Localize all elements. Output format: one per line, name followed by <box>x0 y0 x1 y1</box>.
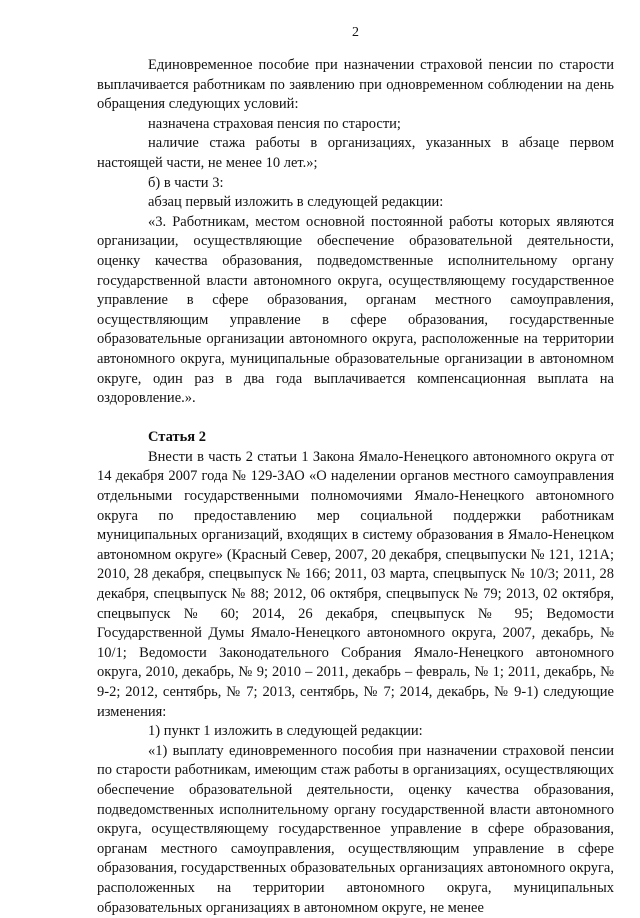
paragraph-benefit-conditions: Единовременное пособие при назначении страховой пенсии по старости выплачивается работникам по заявлению при одновременном соблюдении на день обращения следующих условий: <box>97 57 614 113</box>
article-2-heading: Статья 2 <box>148 429 206 446</box>
paragraph-part-3: б) в части 3: <box>148 174 224 191</box>
paragraph-compensation: «3. Работникам, местом основной постоянной работы которых являются организации, осуществляющие обеспечение образовательной деятельности, оценку качества образования, подведомственные исполнительному органу государственной власти автономного округа, осуществляющему государственное управление в сфере образования, органам местного самоуправления, осуществляющим управление в сфере образования, государственные образовательные организации автономного округа, расположенные на территории автономного округа, муниципальные образовательные организации в автономном округе, один раз в два года выплачивается компенсационная выплата на оздоровление.». <box>97 213 614 407</box>
paragraph-point-1-text: «1) выплату единовременного пособия при назначении страховой пенсии по старости работникам, имеющим стаж работы в организациях, осуществляющих обеспечение образовательной деятельности, оценку качества образования, подведомственных исполнительному органу государственной власти автономного округа, осуществляющему государственное управление в сфере образования, органам местного самоуправления, осуществляющим управление в сфере образования, государственных образовательных организациях автономного округа, расположенных на территории автономного округа, муниципальных образовательных организациях в автономном округе, не менее <box>97 742 614 916</box>
paragraph-amend-law: Внести в часть 2 статьи 1 Закона Ямало-Ненецкого автономного округа от 14 декабря 2007 года № 129-ЗАО «О наделении органов местного самоуправления отдельными государственными полномочиями Ямало-Ненецкого автономного округа по предоставлению мер социальной поддержки работникам муниципальных организаций, входящих в систему образования в Ямало-Ненецком автономном округе» (Красный Север, 2007, 20 декабря, спецвыпуски № 121, 121А; 2010, 28 декабря, спецвыпуск № 166; 2011, 03 марта, спецвыпуск № 10/3; 2011, 28 декабря, спецвыпуск № 88; 2012, 06 октября, спецвыпуск № 79; 2013, 02 октября, спецвыпуск № 60; 2014, 26 декабря, спецвыпуск № 95; Ведомости Государственной Думы Ямало-Ненецкого автономного округа, 2007, декабрь, № 10/1; Ведомости Законодательного Собрания Ямало-Ненецкого автономного округа, 2010, декабрь, № 9; 2010 – 2011, декабрь – февраль, № 1; 2011, декабрь, № 9-2; 2012, сентябрь, № 7; 2013, сентябрь, № 7; 2014, декабрь, № 9-1) следующие изменения: <box>97 448 614 720</box>
paragraph-point-1: 1) пункт 1 изложить в следующей редакции: <box>148 723 423 740</box>
page-number: 2 <box>352 25 359 40</box>
paragraph-first-abzac: абзац первый изложить в следующей редакции: <box>148 194 444 211</box>
paragraph-condition-pension: назначена страховая пенсия по старости; <box>148 115 401 132</box>
paragraph-condition-experience: наличие стажа работы в организациях, указанных в абзаце первом настоящей части, не менее 10 лет.»; <box>97 135 614 171</box>
